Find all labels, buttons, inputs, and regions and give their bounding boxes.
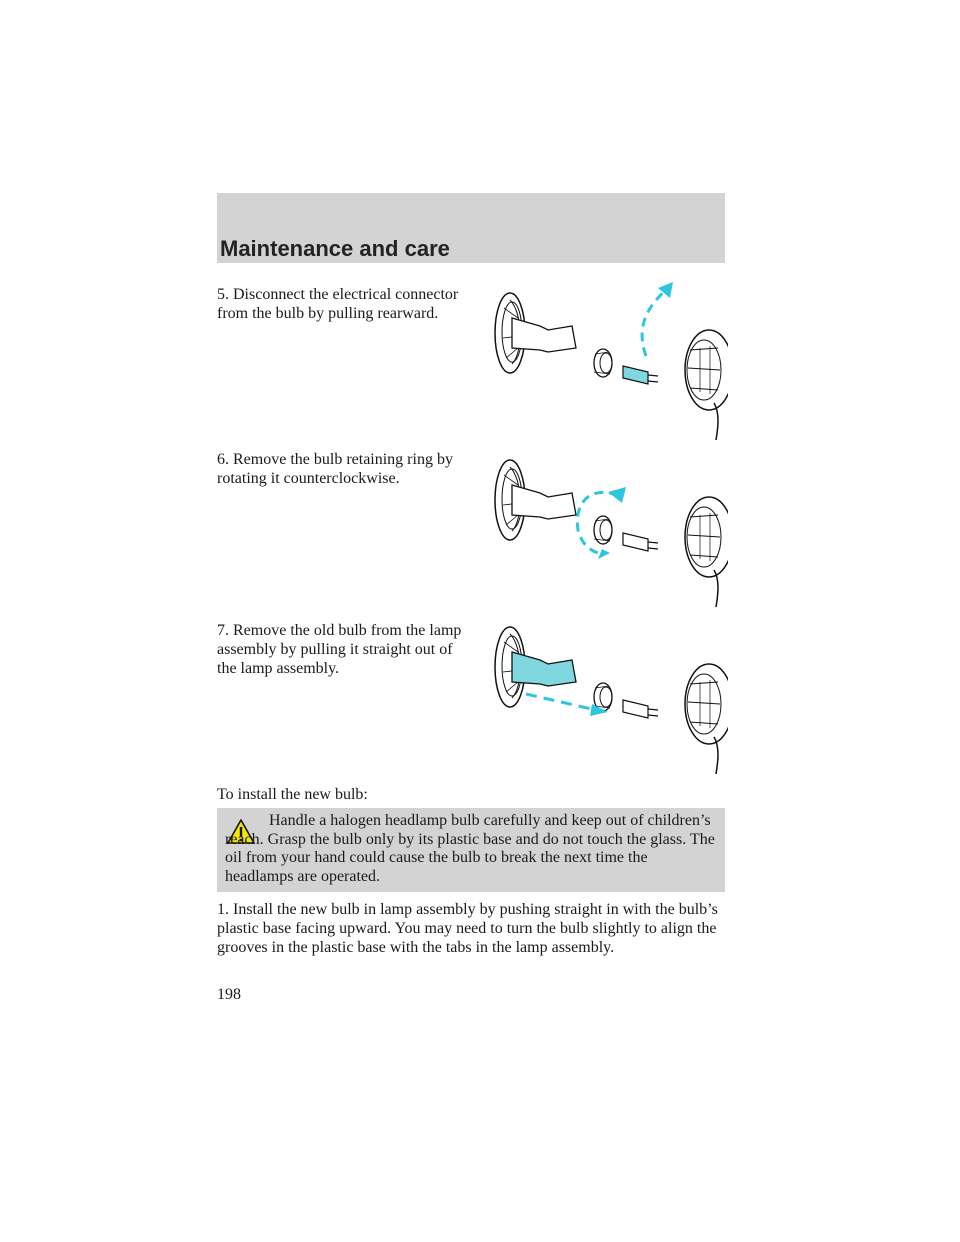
page-number: 198 <box>217 986 241 1003</box>
install-step-1-text: 1. Install the new bulb in lamp assembly by pushing straight in with the bulb’s plastic base facing upward. You may need to turn the bulb slightly to align the grooves in the plastic base with the tabs in the lamp assembly. <box>217 901 718 956</box>
warning-box <box>217 808 725 892</box>
install-intro: To install the new bulb: <box>217 786 368 803</box>
step-7-text: 7. Remove the old bulb from the lamp assembly by pulling it straight out of the lamp assembly. <box>217 622 462 677</box>
disconnect-connector-illustration <box>478 278 728 440</box>
section-title: Maintenance and care <box>220 236 450 261</box>
step-6-text: 6. Remove the bulb retaining ring by rotating it counterclockwise. <box>217 451 453 487</box>
step-5-text: 5. Disconnect the electrical connector from the bulb by pulling rearward. <box>217 286 459 322</box>
warning-text: Handle a halogen headlamp bulb carefully and keep out of children’s reach. Grasp the bulb only by its plastic base and do not touch the glass. The oil from your hand could cause the bulb to break the next time the headlamps are operated. <box>225 812 715 885</box>
remove-old-bulb-illustration <box>478 612 728 774</box>
remove-retaining-ring-illustration <box>478 445 728 607</box>
